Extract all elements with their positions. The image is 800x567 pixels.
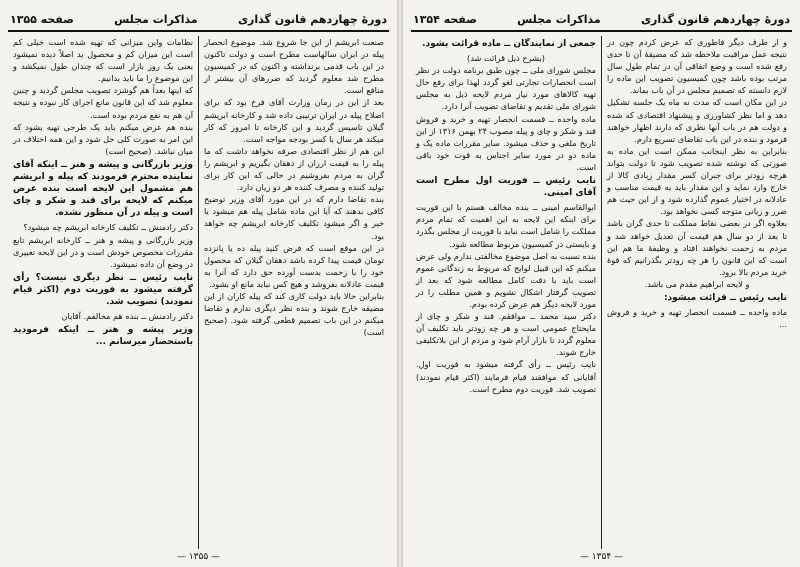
column-left: [411, 36, 602, 549]
page-body: [8, 36, 389, 549]
column-left: [8, 36, 199, 549]
paragraph: نایب رئیس ــ نظر دیگری نیست؟ رأی گرفته میشود به فوریت دوم (اکثر قیام نمودند) تصویب شد.: [13, 272, 193, 307]
paragraph: وزیر بازرگانی و پیشه و هنر ــ کارخانه ابریشم تابع مقررات مخصوص خودش است و در این لایحه تغییری در وضع آن داده نمیشود.: [13, 234, 193, 269]
paragraph: نایب رئیس ــ رأی گرفته میشود به فوریت اول. آقایانی که موافقند قیام فرمایند (اکثر قیام نمودند) تصویب شد. فوریت دوم مطرح است.: [416, 359, 596, 394]
paragraph: (بشرح ذیل قرائت شد): [467, 53, 545, 64]
paragraph: در این مکان است که مدت نه ماه یک جلسه تشکیل دهد و اما نظر کشاورزی و پیشنهاد اقتصادی که شده و دولت هم در باب آنها نظری که دارند اظهار خواهند فرمود و بنده در این باب تقاضای تسریع دارم.: [607, 97, 787, 144]
paragraph: ماده واحده ــ قسمت انحصار تهیه و خرید و فروش قند و شکر و چای و پیله مصوب ۲۴ بهمن ۱۳۱۶ از این تاریخ ملغی و حذف میشود. سایر مقررات ماده یک و ماده دو در مورد سایر اجناس به قوت خود باقی است.: [416, 113, 596, 172]
paragraph: بعلاوه اگر در بعضی نقاط مملکت تا حدی گران باشد تا بعد از دو سال هم قیمت آن تعدیل خواهد شد و مردم به زحمت نخواهند افتاد و وظیفهٔ ما هم این است که این قانون را هر چه زودتر بگذرانیم که قوهٔ خرید مردم بالا برود.: [607, 218, 787, 277]
paragraph: مجلس شورای ملی ــ چون طبق برنامه دولت در نظر است انحصارات تجارتی لغو گردد لهذا برای رفع حال تهیه کالاهای مورد نیاز مردم لایحه ذیل به مجلس شورای ملی تقدیم و تقاضای تصویب آنرا دارد.: [416, 65, 596, 112]
paragraph: بنده هم عرض میکنم باید یک طرحی تهیه بشود که این امر به صورت کلی حل شود و این همه اختلاف در میان نباشد. (صحیح است): [13, 121, 193, 156]
paragraph: در این موقع است که فرض کنید پیله ده یا پانزده تومان قیمت پیدا کرده باشد دهقان گیلان که محصول خود را با زحمت بدست آورده حق دارد که آنرا به قیمت عادلانه بفروشد و هیچ کس نباید مانع او بشود.: [204, 242, 384, 289]
page-header: [411, 8, 792, 32]
header-title: مذاکرات مجلس: [114, 12, 198, 26]
paragraph: و از طرف دیگر فاطوری که عرض کردم چون در نتیجه عمل مراقبت ملاحظه شد که مضیقهٔ آن تا حدی رفع شده است و وضع اتفاقی آن در تمام طول سال مرتب بوده باشد چون کمیسیون تصویب این ماده را لازم دانسته که تصمیم مجلس در آن باب بماند.: [607, 37, 787, 96]
column-right: [199, 36, 389, 549]
header-page-number: صفحه ۱۳۵۴: [413, 12, 477, 26]
paragraph: و لایحه ابراهیم مقدم می باشد.: [644, 278, 750, 289]
page-header: [8, 8, 389, 32]
header-session: دورهٔ چهاردهم قانون گذاری: [640, 12, 790, 26]
header-title: مذاکرات مجلس: [517, 12, 601, 26]
paragraph: نایب رئیس ــ فوریت اول مطرح است آقای امینی.: [416, 176, 596, 199]
paragraph: بنده تقاضا دارم که در این مورد آقای وزیر توضیح کافی بدهند که آیا این ماده شامل پیله هم میشود یا خیر و اگر میشود تکلیف کارخانه ابریشم چه خواهد بود.: [204, 194, 384, 241]
paragraph: دکتر سید محمد ــ موافقم. قند و شکر و چای از مایحتاج عمومی است و هر چه زودتر باید تکلیف آن معلوم گردد تا بازار آرام شود و مردم از این بلاتکلیفی خارج شوند.: [416, 311, 596, 358]
page-body: [411, 36, 792, 549]
header-session: دورهٔ چهاردهم قانون گذاری: [237, 12, 387, 26]
paragraph: بنابراین حالا باید دولت کاری کند که پیله کاران از این مضیقه خارج شوند و بنده نظر دیگری ندارم و تقاضا میکنم در این باب تصمیم قطعی گرفته شود. (صحیح است): [204, 290, 384, 338]
paragraph: وزیر بازرگانی و پیشه و هنر ــ اینکه آقای نماینده محترم فرمودند که پیله و ابریشم هم مشمول این لایحه است بنده عرض میکنم که لایحه برای قند و شکر و چای است و پیله در آن منظور نشده.: [13, 159, 193, 219]
paragraph: صنعت ابریشم از این جا شروع شد. موضوع انحصار پیله در ایران سالهاست مطرح است و دولت تاکنون در این باب قدمی برنداشته و اکنون که در کمیسیون مطرح شد معلوم گردید که ضررهای آن بیشتر از منافع است.: [204, 37, 384, 96]
header-page-number: صفحه ۱۳۵۵: [10, 12, 74, 26]
paragraph: نظامات واین میزانی که تهیه شده است خیلی کم است این میزان کم و محصول بد اصلاً دیده نمیشود یعنی یک روز بازار است که چندان طول نمیکشد و این موضوع را ما باید بدانیم.: [13, 37, 193, 84]
page-left: [0, 0, 397, 567]
book-gutter: [397, 0, 403, 567]
paragraph: ابوالقاسم امینی ــ بنده مخالف هستم با این فوریت برای اینکه این لایحه به این اهمیت که تمام مردم مملکت را شامل است نباید با فوریت از مجلس بگذرد و بایستی در کمیسیون مربوط مطالعه شود.: [416, 202, 596, 249]
paragraph: بنابراین به نظر اینجانب ممکن است این ماده به صورتی که نوشته شده تصویب شود تا دولت بتواند هرچه زودتر برای جبران کسر مقدار زیادی کالا از خارج وارد نماید و این مقدار باید به قیمت مناسب و عادلانه در اختیار عموم گذارده شود و از این حیث هم ضرر و زیانی متوجه کسی نخواهد بود.: [607, 145, 787, 217]
paragraph: دکتر رادمنش ــ بنده هم مخالفم. آقایان: [61, 311, 193, 322]
paragraph: نایب رئیس ــ قرائت میشود:: [663, 292, 787, 303]
paragraph: وزیر پیشه و هنر ــ اینکه فرمودید باستحضار میرسانم ...: [13, 325, 193, 348]
page-footer: — ۱۳۵۴ —: [579, 552, 624, 562]
paragraph: بنده نسبت به اصل موضوع مخالفتی ندارم ولی عرض میکنم که این قبیل لوایح که مربوط به زندگانی عموم است باید با دقت کامل مطالعه شود که بعد از تصویب گرفتار اشکال نشویم و همین مطلب را در مورد لایحه دیگر هم عرض کرده بودم.: [416, 250, 596, 309]
paragraph: ماده واحده ــ قسمت انحصار تهیه و خرید و فروش ...: [607, 307, 787, 330]
paragraph: که اینها بعداً هم گوشزد تصویب مجلس گردید و چنین معلوم شد که این قانون مانع اجرای کار نبوده و نتیجه آن هم به نفع مردم بوده است.: [13, 85, 193, 120]
paragraph: بعد از این در زمان وزارت آقای فرخ بود که برای اصلاح پیله در ایران ترتیبی داده شد و کارخانه ابریشم گیلان تاسیس گردید و این کارخانه تا امروز که کار میکند هر سال با کسر بودجه مواجه است.: [204, 97, 384, 144]
paragraph: این هم از نظر اقتصادی صرفه نخواهد داشت که ما پیله را به قیمت ارزان از دهقان بگیریم و ابریشم را گران به مردم بفروشیم در حالی که این کار برای تولید کننده و مصرف کننده هر دو زیان دارد.: [204, 145, 384, 193]
column-right: [602, 36, 792, 549]
paragraph: جمعی از نمایندگان ــ ماده قرائت بشود.: [422, 39, 596, 49]
page-right: [403, 0, 800, 567]
page-footer: — ۱۳۵۵ —: [176, 552, 221, 562]
paragraph: دکتر رادمنش ــ تکلیف کارخانه ابریشم چه میشود؟: [23, 222, 193, 233]
